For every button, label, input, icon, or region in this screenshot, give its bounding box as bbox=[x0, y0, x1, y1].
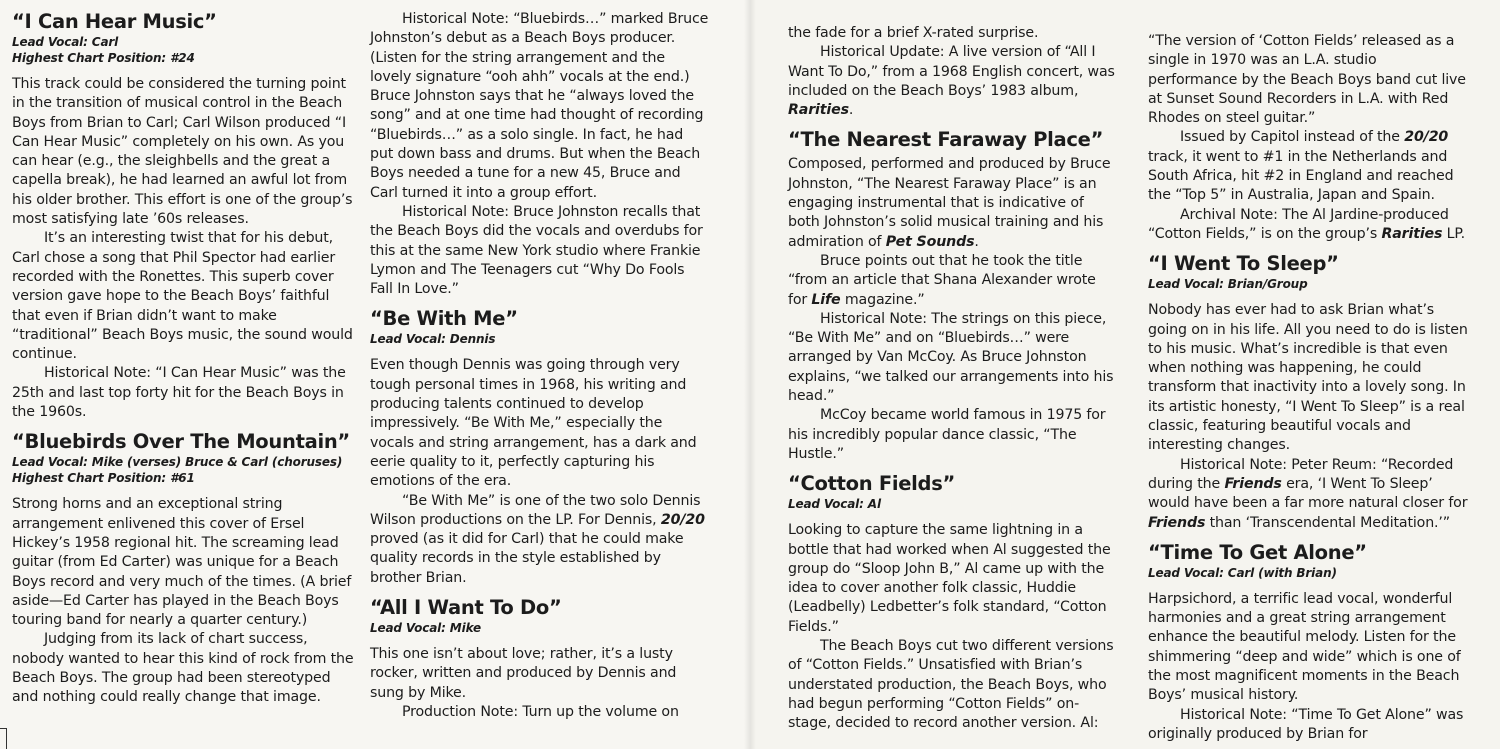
paragraph: the fade for a brief X-rated surprise. bbox=[788, 25, 1039, 41]
book-gutter bbox=[744, 0, 756, 749]
paragraph: “Be With Me” is one of the two solo Dennis Wilson productions on the LP. For Dennis, 20/20 proved (as it did for Carl) that he could make quality records in the style established by brother Brian. bbox=[370, 492, 705, 586]
song-title-all-i-want-to-do: “All I Want To Do” bbox=[370, 596, 562, 620]
magazine-title: Life bbox=[811, 291, 841, 308]
lead-vocal-credit: Lead Vocal: Carl bbox=[12, 35, 119, 49]
paragraph: Even though Dennis was going through very tough personal times in 1968, his writing and producing talents continued to develop impressively. “Be With Me,” especially the vocals and string arrangement, has a dark and eerie quality to it, perfectly capturing his emotions of the era. bbox=[370, 357, 697, 490]
paragraph: The Beach Boys cut two different versions of “Cotton Fields.” Unsatisfied with Brian’s understated production, the Beach Boys, who had begun performing “Cotton Fields” on-stage, decided to record another version. Al: bbox=[788, 638, 1114, 732]
quote: “The version of ‘Cotton Fields’ released as a single in 1970 was an L.A. studio performance by the Beach Boys band cut live at Sunset Sound Recorders in L.A. with Red Rhodes on steel guitar.” bbox=[1148, 33, 1466, 127]
album-title: Rarities bbox=[1381, 225, 1443, 242]
lead-vocal-credit: Lead Vocal: Brian/Group bbox=[1148, 277, 1308, 292]
right-page bbox=[750, 0, 1500, 749]
historical-note: Historical Note: “Bluebirds…” marked Bruce Johnston’s debut as a Beach Boys producer. (Listen for the string arrangement and the lovely signature “ooh ahh” vocals at the end.) Bruce Johnston says that he “always loved the song” and at one time had thought of recording “Bluebirds…” as a solo single. In fact, he had put down bass and drums. But when the Beach Boys needed a tune for a new 45, Bruce and Carl turned it into a group effort. bbox=[370, 11, 709, 201]
song-title-be-with-me: “Be With Me” bbox=[370, 307, 518, 331]
album-title: 20/20 bbox=[660, 511, 705, 528]
historical-note: Historical Note: “I Can Hear Music” was the 25th and last top forty hit for the Beach Boys in the 1960s. bbox=[12, 365, 346, 421]
album-title: Friends bbox=[1224, 475, 1282, 492]
historical-note: Historical Note: Bruce Johnston recalls that the Beach Boys did the vocals and overdubs for this at the same New York studio where Frankie Lymon and The Teenagers cut “Why Do Fools Fall In Love.” bbox=[370, 203, 703, 298]
song-title-cotton-fields: “Cotton Fields” bbox=[788, 472, 956, 496]
song-title-time-to-get-alone: “Time To Get Alone” bbox=[1148, 540, 1367, 564]
lead-vocal-credit: Lead Vocal: Dennis bbox=[370, 332, 496, 347]
lead-vocal-credit: Lead Vocal: Carl (with Brian) bbox=[1148, 565, 1337, 580]
historical-update: Historical Update: A live version of “All I Want To Do,” from a 1968 English concert, was included on the Beach Boys’ 1983 album, Rarities. bbox=[788, 44, 1115, 119]
archival-note: Archival Note: The Al Jardine-produced “Cotton Fields,” is on the group’s Rarities LP. bbox=[1148, 206, 1465, 242]
column-1 bbox=[12, 10, 357, 708]
album-title: Friends bbox=[1148, 514, 1206, 531]
paragraph: Strong horns and an exceptional string arrangement enlivened this cover of Ersel Hickey’s 1958 regional hit. The screaming lead guitar (from Ed Carter) was unique for a Beach Boys record and very much of the times. (A brief aside—Ed Carter has played in the Beach Boys touring band for nearly a quarter century.) bbox=[12, 496, 352, 629]
column-4 bbox=[1148, 32, 1470, 744]
lead-vocal-credit: Lead Vocal: Mike (verses) Bruce & Carl (choruses) bbox=[12, 455, 343, 470]
paragraph: Issued by Capitol instead of the 20/20 track, it went to #1 in the Netherlands and South Africa, hit #2 in England and reached the “Top 5” in Australia, Japan and Spain. bbox=[1148, 129, 1454, 204]
lead-vocal-credit: Lead Vocal: Mike bbox=[370, 621, 481, 636]
lead-vocal-credit: Lead Vocal: Al bbox=[788, 497, 881, 512]
paragraph: It’s an interesting twist that for his debut, Carl chose a song that Phil Spector had earlier recorded with the Ronettes. This superb cover version gave hope to the Beach Boys’ faithful that even if Brian didn’t want to make “traditional” Beach Boys music, the sound would continue. bbox=[12, 230, 353, 363]
song-title-bluebirds: “Bluebirds Over The Mountain” bbox=[12, 430, 350, 454]
paragraph: Harpsichord, a terrific lead vocal, wonderful harmonies and a great string arrangement enhance the beautiful melody. Listen for the shimmering “deep and wide” which is one of the most magnificent moments in the Beach Boys’ musical history. bbox=[1148, 590, 1461, 704]
production-note: Production Note: Turn up the volume on bbox=[402, 703, 679, 720]
album-title: Pet Sounds bbox=[885, 233, 975, 250]
song-title-i-can-hear-music: “I Can Hear Music” bbox=[12, 10, 217, 33]
album-title: Rarities bbox=[788, 102, 849, 119]
paragraph: Bruce points out that he took the title “from an article that Shana Alexander wrote for Life magazine.” bbox=[788, 252, 1096, 308]
paragraph: Nobody has ever had to ask Brian what’s going on in his life. All you need to do is listen to his music. What’s incredible is that even when nothing was happening, he could transform that inactivity into a lovely song. In its artistic honesty, “I Went To Sleep” is a real classic, featuring beautiful vocals and interesting changes. bbox=[1148, 302, 1468, 454]
paragraph: This track could be considered the turning point in the transition of musical control in the Beach Boys from Brian to Carl; Carl Wilson produced “I Can Hear Music” completely on his own. As you can hear (e.g., the sleighbells and the great a capella break), he had learned an awful lot from his older brother. This effort is one of the group’s most satisfying late ’60s releases. bbox=[12, 76, 353, 228]
historical-note: Historical Note: Peter Reum: “Recorded during the Friends era, ‘I Went To Sleep’ would have been a far more natural closer for Friends than ‘Transcendental Meditation.’” bbox=[1148, 456, 1468, 531]
album-title: 20/20 bbox=[1404, 129, 1449, 146]
column-3 bbox=[788, 24, 1118, 734]
paragraph: McCoy became world famous in 1975 for his incredibly popular dance classic, “The Hustle.” bbox=[788, 407, 1106, 462]
paragraph: Composed, performed and produced by Bruce Johnston, “The Nearest Faraway Place” is an engaging instrumental that is indicative of both Johnston’s solid musical training and his admiration of Pet Sounds. bbox=[788, 156, 1111, 250]
historical-note: Historical Note: “Time To Get Alone” was originally produced by Brian for bbox=[1148, 706, 1464, 742]
historical-note: Historical Note: The strings on this piece, “Be With Me” and on “Bluebirds…” were arranged by Van McCoy. As Bruce Johnston explains, “we talked our arrangements into his head.” bbox=[788, 310, 1114, 405]
song-title-nearest-faraway-place: “The Nearest Faraway Place” bbox=[788, 128, 1104, 152]
chart-position: Highest Chart Position: #24 bbox=[12, 51, 195, 65]
crop-mark bbox=[0, 728, 7, 749]
paragraph: Looking to capture the same lightning in a bottle that had worked when Al suggested the group do “Sloop John B,” Al came up with the idea to cover another folk classic, Huddie (Leadbelly) Ledbetter’s folk standard, “Cotton Fields.” bbox=[788, 522, 1111, 635]
paragraph: This one isn’t about love; rather, it’s a lusty rocker, written and produced by Dennis and sung by Mike. bbox=[370, 646, 677, 701]
paragraph: Judging from its lack of chart success, nobody wanted to hear this kind of rock from the Beach Boys. The group had been stereotyped and nothing could really change that image. bbox=[12, 631, 354, 706]
column-2 bbox=[370, 10, 710, 722]
song-title-i-went-to-sleep: “I Went To Sleep” bbox=[1148, 252, 1339, 276]
chart-position: Highest Chart Position: #61 bbox=[12, 471, 195, 486]
